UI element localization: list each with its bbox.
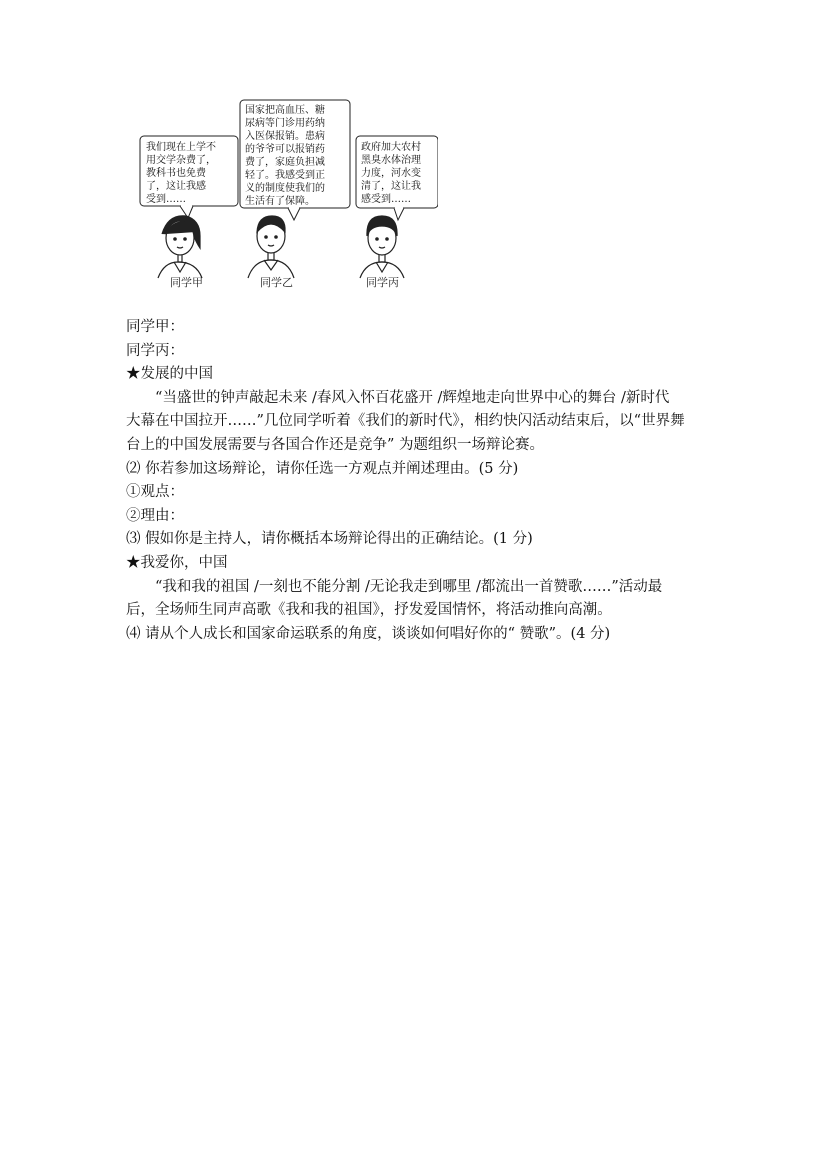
caption-jia: 同学甲 [170,276,203,289]
section-title-development: ★发展的中国 [126,366,213,383]
bubble-yi-line: 轻了。我感受到正 [245,170,325,181]
student-jia-figure [158,216,202,278]
paragraph-line: 后，全场师生同声高歌《我和我的祖国》，抒发爱国情怀，将活动推向高潮。 [126,602,612,619]
bubble-bing-line: 清了，这让我 [361,181,421,192]
bubble-yi-line: 费了，家庭负担减 [245,157,325,168]
bubble-bing-line: 政府加大农村 [361,142,421,153]
cartoon-illustration [138,96,438,292]
question-2-viewpoint: ①观点： [126,484,184,501]
bubble-jia-line: 用交学杂费了， [146,155,216,166]
student-yi-figure [248,216,294,278]
question-3: ⑶ 假如你是主持人，请你概括本场辩论得出的正确结论。(1 分) [126,531,533,548]
speech-bubble-bing [356,136,438,220]
bubble-bing-line: 感受到…… [361,194,411,205]
speech-bubble-yi [240,100,350,220]
bubble-yi-line: 的爷爷可以报销药 [245,144,325,155]
bubble-jia-line: 我们现在上学不 [146,142,216,153]
caption-bing: 同学丙 [366,276,399,289]
bubble-jia-line: 教科书也免费 [146,168,206,179]
bubble-bing-line: 力度，河水变 [361,168,421,179]
bubble-jia-line: 了，这让我感 [146,181,206,192]
bubble-yi-line: 生活有了保障。 [245,196,315,207]
question-2: ⑵ 你若参加这场辩论，请你任选一方观点并阐述理由。(5 分) [126,460,519,477]
bubble-bing-line: 黑臭水体治理 [361,155,421,166]
cartoon-figure [138,96,438,292]
question-4: ⑷ 请从个人成长和国家命运联系的角度，谈谈如何唱好你的“ 赞歌”。(4 分) [126,625,611,642]
bubble-yi-line: 义的制度使我们的 [245,183,325,194]
speech-bubble-jia [140,136,238,218]
caption-yi: 同学乙 [260,276,293,289]
paragraph-line: 台上的中国发展需要与各国合作还是竞争” 为题组织一场辩论赛。 [126,436,545,453]
answer-line-bing: 同学丙： [126,342,184,359]
section-title-love-china: ★我爱你，中国 [126,554,228,571]
document-body [126,316,706,646]
question-2-reason: ②理由： [126,507,184,524]
student-bing-figure [360,216,404,278]
bubble-jia-line: 受到…… [146,194,186,205]
bubble-yi-line: 国家把高血压、糖 [245,105,325,116]
paragraph-line: 大幕在中国拉开……”几位同学听着《我们的新时代》，相约快闪活动结束后，以“世界舞 [126,413,685,430]
paragraph-line: “当盛世的钟声敲起未来 /春风入怀百花盛开 /辉煌地走向世界中心的舞台 /新时代 [155,389,670,406]
answer-line-jia: 同学甲： [126,319,184,335]
bubble-yi-line: 入医保报销。患病 [245,131,325,142]
bubble-yi-line: 尿病等门诊用药纳 [245,118,325,129]
paragraph-line: “我和我的祖国 /一刻也不能分割 /无论我走到哪里 /都流出一首赞歌……”活动最 [155,578,663,595]
